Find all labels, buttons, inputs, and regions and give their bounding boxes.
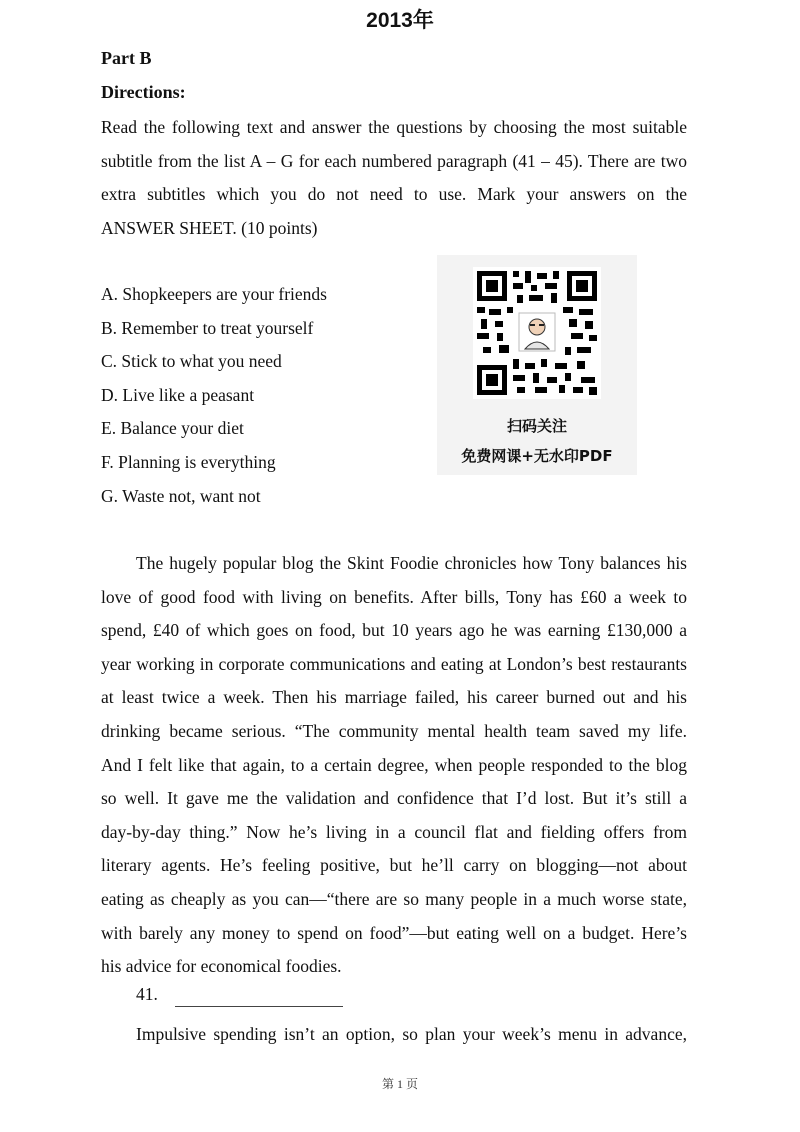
option-g: G. Waste not, want not: [101, 485, 261, 506]
next-paragraph-line: Impulsive spending isn’t an option, so plan your week’s menu in advance,: [136, 1024, 687, 1044]
passage-line: eating as cheaply as you can—“there are so many people in a much worse state,: [101, 888, 687, 909]
option-f: F. Planning is everything: [101, 451, 276, 472]
passage-line: The hugely popular blog the Skint Foodie chronicles how Tony balances his: [136, 553, 687, 573]
passage-paragraph: [101, 547, 687, 984]
option-b: B. Remember to treat yourself: [101, 317, 314, 338]
option-e: E. Balance your diet: [101, 418, 244, 439]
passage-line: his advice for economical foodies.: [101, 956, 342, 977]
option-d: D. Live like a peasant: [101, 384, 255, 405]
passage-line: And I felt like that again, to a certain degree, when people responded to the blog: [101, 754, 687, 775]
passage-line: at least twice a week. Then his marriage failed, his career burned out and his: [101, 687, 687, 708]
option-c: C. Stick to what you need: [101, 351, 282, 372]
answer-blank: [175, 1006, 343, 1007]
qr-caption-promo: 免费网课+无水印PDF: [461, 447, 613, 465]
passage-line: with barely any money to spend on food”—but eating well on a budget. Here’s: [101, 922, 687, 943]
passage-line: year working in corporate communications and eating at London’s best restaurants: [101, 653, 687, 674]
passage-line: spend, £40 of which goes on food, but 10 years ago he was earning £130,000 a: [101, 620, 687, 641]
passage-line: love of good food with living on benefits. After bills, Tony has £60 a week to: [101, 586, 687, 607]
directions-line: ANSWER SHEET. (10 points): [101, 217, 318, 238]
qr-promo-box: [437, 255, 637, 475]
passage-line: drinking became serious. “The community mental health team saved my life.: [101, 720, 687, 741]
page-year-title: 2013年: [366, 9, 434, 32]
passage-line: day-by-day thing.” Now he’s living in a council flat and fielding offers from: [101, 821, 687, 842]
directions-line: extra subtitles which you do not need to use. Mark your answers on the: [101, 184, 687, 205]
question-number: 41.: [136, 984, 158, 1004]
directions-text: [101, 111, 687, 245]
passage-line: so well. It gave me the validation and confidence that I’d lost. But it’s still a: [101, 788, 687, 809]
option-a: A. Shopkeepers are your friends: [101, 284, 327, 304]
subtitle-options-list: [101, 278, 327, 513]
page-number: 第 1 页: [381, 1077, 418, 1091]
directions-line: Read the following text and answer the questions by choosing the most suitable: [101, 117, 687, 137]
qr-code-icon: [473, 267, 601, 399]
directions-line: subtitle from the list A – G for each numbered paragraph (41 – 45). There are two: [101, 150, 687, 171]
passage-line: literary agents. He’s feeling positive, but he’ll carry on blogging—not about: [101, 855, 687, 876]
directions-heading: Directions:: [101, 82, 186, 102]
qr-caption-follow: 扫码关注: [506, 417, 567, 435]
part-heading: Part B: [101, 48, 152, 68]
